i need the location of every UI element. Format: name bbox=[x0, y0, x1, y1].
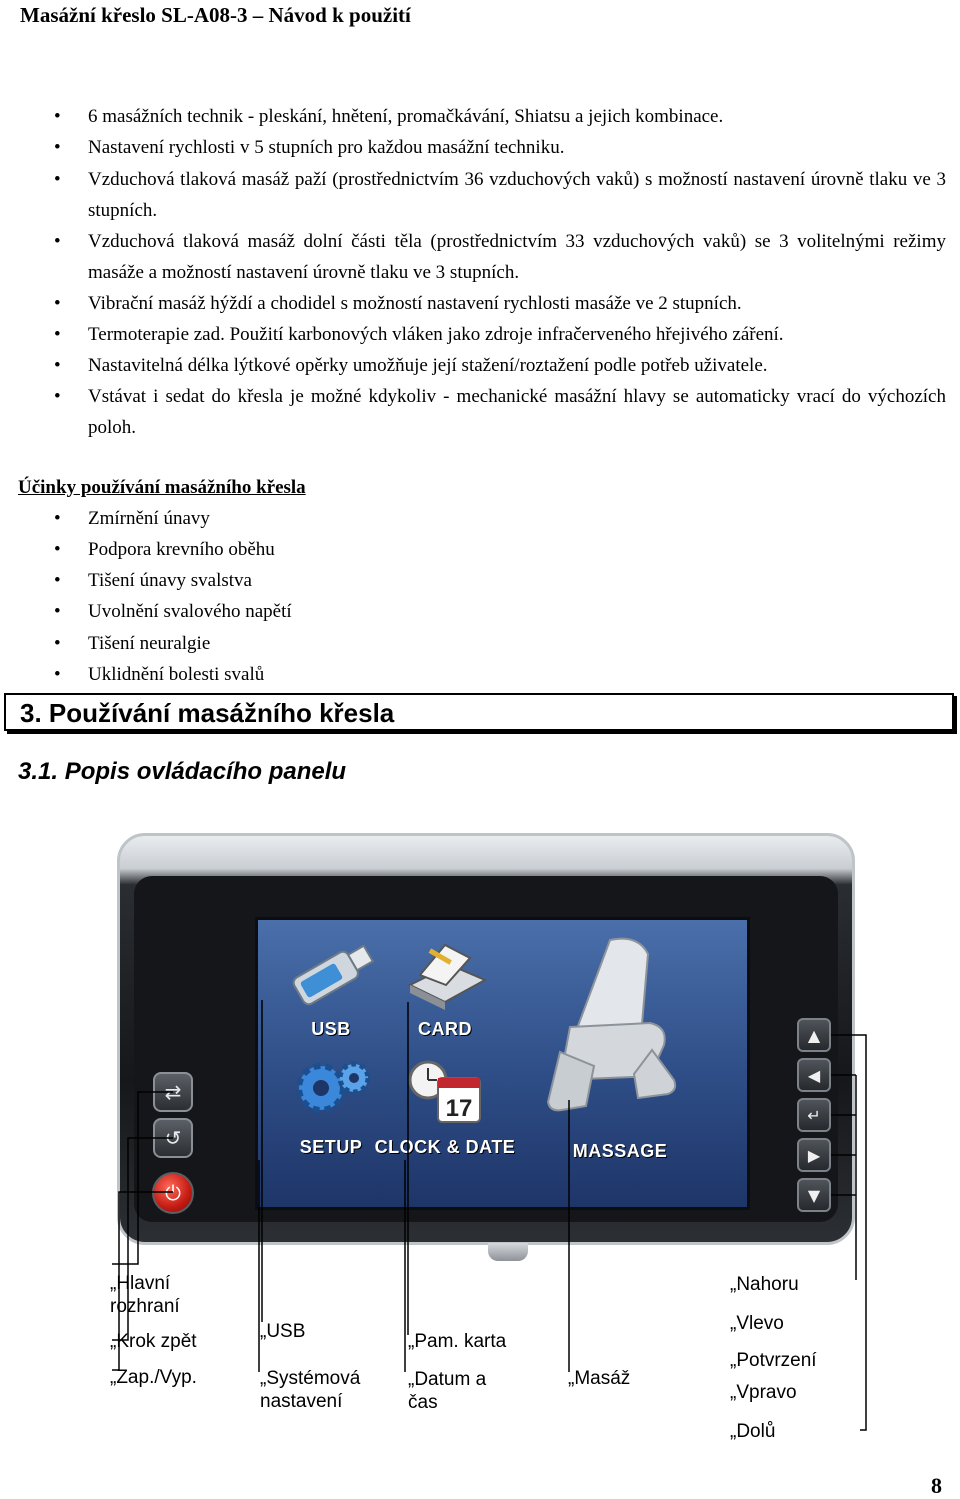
bullet-icon: • bbox=[54, 293, 61, 314]
page-number: 8 bbox=[931, 1473, 942, 1498]
page-header: Masážní křeslo SL-A08-3 – Návod k použití bbox=[20, 3, 411, 27]
list-item: • 6 masážních technik - pleskání, hnětení, promačkávání, Shiatsu a jejich kombinace. bbox=[88, 101, 946, 132]
subsection-title: 3.1. Popis ovládacího panelu bbox=[18, 758, 347, 785]
bullet-icon: • bbox=[54, 386, 61, 407]
list-item: • Zmírnění únavy bbox=[88, 503, 946, 534]
list-item: • Uklidnění bolesti svalů bbox=[88, 659, 946, 690]
bullet-icon: • bbox=[54, 539, 61, 560]
callout-up: „Nahoru bbox=[730, 1274, 799, 1295]
arrow-down-icon: ▼ bbox=[807, 1185, 821, 1205]
bullet-icon: • bbox=[54, 508, 61, 529]
callout-confirm: „Potvrzení bbox=[730, 1350, 817, 1371]
list-item: • Termoterapie zad. Použití karbonových vláken jako zdroje infračerveného hřejivého záření. bbox=[88, 319, 946, 350]
bullet-icon: • bbox=[54, 169, 61, 190]
bullet-icon: • bbox=[54, 106, 61, 127]
enter-icon: ↵ bbox=[807, 1105, 821, 1125]
callout-clock-date: „Datum a čas bbox=[408, 1369, 487, 1413]
callout-power: „Zap./Vyp. bbox=[110, 1367, 197, 1388]
list-item: • Nastavitelná délka lýtkové opěrky umožňuje její stažení/roztažení podle potřeb uživatele. bbox=[88, 350, 946, 381]
list-item: • Vzduchová tlaková masáž paží (prostřednictvím 36 vzduchových vaků) s možností nastavení úrovně tlaku ve 3 stupních. bbox=[88, 164, 946, 226]
massage-label: MASSAGE bbox=[572, 1141, 668, 1161]
callout-left: „Vlevo bbox=[730, 1313, 784, 1334]
calendar-day: 17 bbox=[445, 1095, 473, 1122]
bullet-icon: • bbox=[54, 355, 61, 376]
effects-heading: Účinky používání masážního křesla bbox=[18, 477, 306, 498]
bullet-icon: • bbox=[54, 137, 61, 158]
section-title: 3. Používání masážního křesla bbox=[20, 698, 395, 728]
callout-usb: „USB bbox=[260, 1321, 306, 1342]
bullet-icon: • bbox=[54, 633, 61, 654]
callout-down: „Dolů bbox=[730, 1421, 776, 1442]
callout-setup: „Systémová nastavení bbox=[260, 1368, 361, 1412]
bullet-icon: • bbox=[54, 324, 61, 345]
list-item: • Vstávat i sedat do křesla je možné kdykoliv - mechanické masážní hlavy se automaticky vrací do výchozích poloh. bbox=[88, 381, 946, 443]
list-item: • Vzduchová tlaková masáž dolní části těla (prostřednictvím 33 vzduchových vaků) se 3 volitelnými režimy masáže a možností nastavení úrovně tlaku ve 3 stupních. bbox=[88, 226, 946, 288]
callout-back: „Krok zpět bbox=[110, 1331, 197, 1352]
setup-label: SETUP bbox=[299, 1137, 363, 1157]
list-item: • Uvolnění svalového napětí bbox=[88, 596, 946, 627]
list-item: • Vibrační masáž hýždí a chodidel s možností nastavení rychlosti masáže ve 2 stupních. bbox=[88, 288, 946, 319]
power-icon: ⏻ bbox=[165, 1181, 181, 1205]
callout-massage: „Masáž bbox=[568, 1368, 631, 1389]
bullet-icon: • bbox=[54, 570, 61, 591]
arrow-left-icon: ◀ bbox=[807, 1065, 821, 1085]
undo-icon: ↺ bbox=[164, 1126, 182, 1150]
list-item: • Podpora krevního oběhu bbox=[88, 534, 946, 565]
bullet-icon: • bbox=[54, 664, 61, 685]
callout-card: „Pam. karta bbox=[408, 1331, 507, 1352]
switch-arrows-icon: ⇄ bbox=[164, 1080, 182, 1104]
card-label: CARD bbox=[418, 1019, 472, 1039]
bullet-icon: • bbox=[54, 231, 61, 252]
bullet-icon: • bbox=[54, 601, 61, 622]
clock-date-label: CLOCK & DATE bbox=[374, 1137, 516, 1157]
callout-main-interface: „Hlavní rozhraní bbox=[110, 1273, 180, 1317]
list-item: • Tišení neuralgie bbox=[88, 628, 946, 659]
list-item: • Tišení únavy svalstva bbox=[88, 565, 946, 596]
callout-right: „Vpravo bbox=[730, 1382, 797, 1403]
list-item: • Nastavení rychlosti v 5 stupních pro každou masážní techniku. bbox=[88, 132, 946, 163]
arrow-right-icon: ▶ bbox=[807, 1145, 821, 1165]
usb-label: USB bbox=[311, 1019, 351, 1039]
arrow-up-icon: ▲ bbox=[807, 1025, 821, 1045]
